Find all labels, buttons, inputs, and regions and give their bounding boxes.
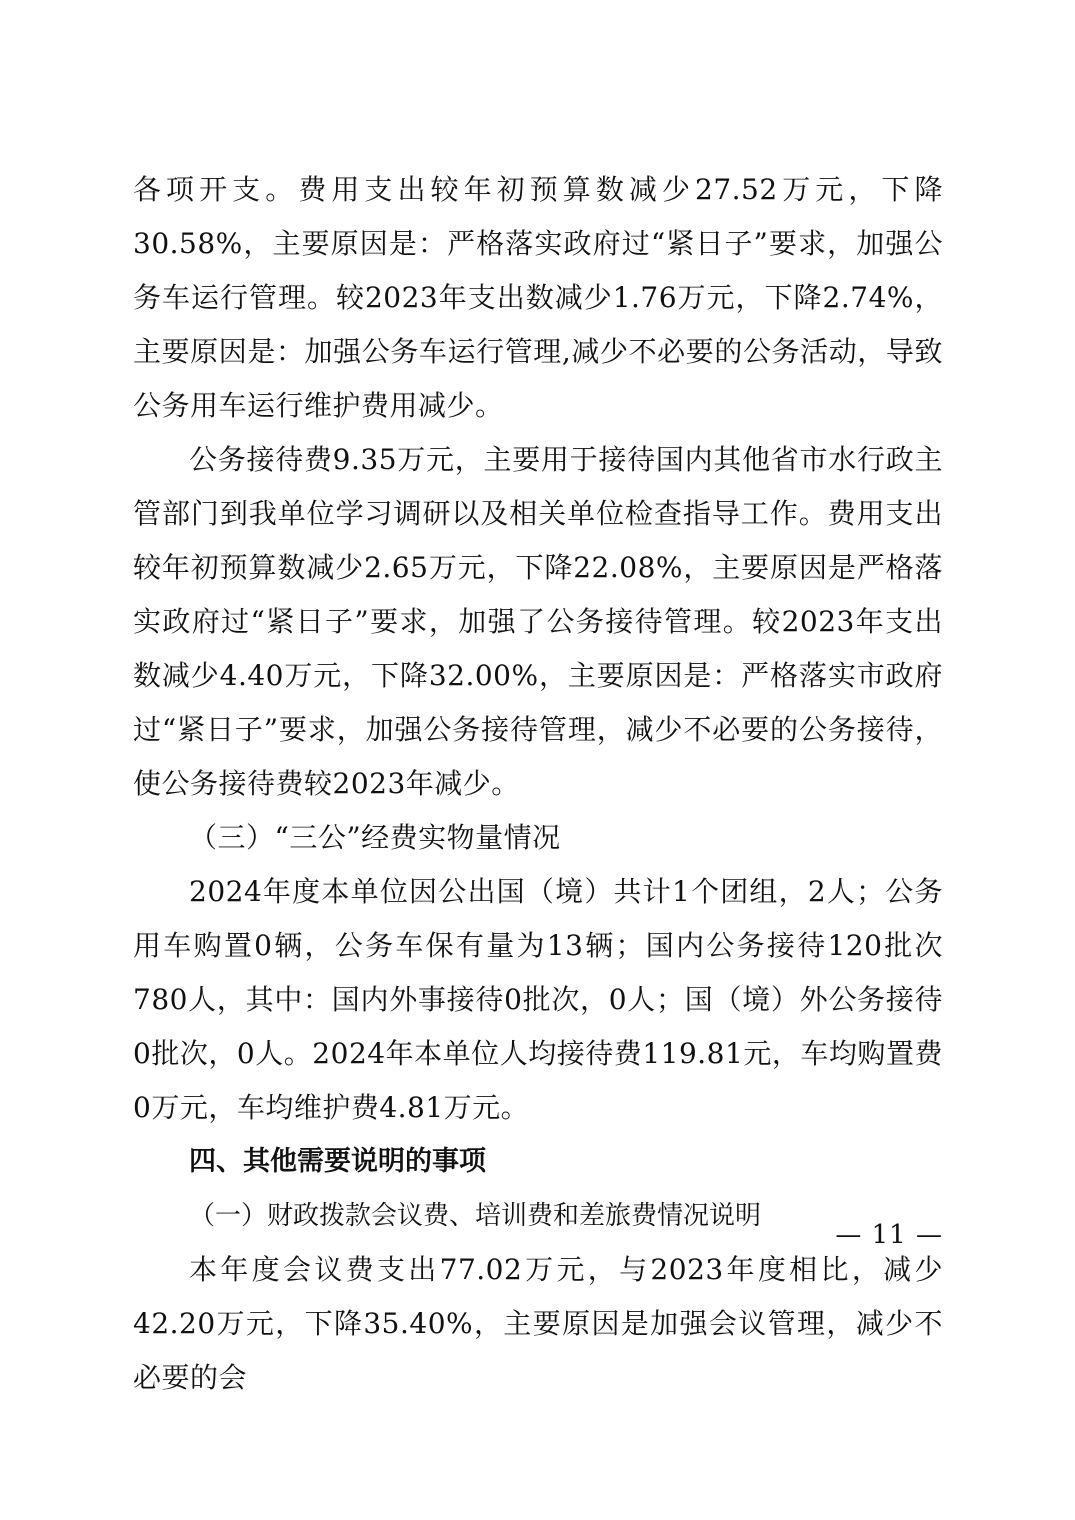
document-page [133,163,943,1405]
paragraph-physical-quantity: 2024年度本单位因公出国（境）共计1个团组，2人；公务用车购置0辆，公务车保有量为13辆；国内公务接待120批次780人，其中：国内外事接待0批次，0人；国（境）外公务接待0批次，0人。2024年本单位人均接待费119.81元，车均购置费0万元，车均维护费4.81万元。 [133,875,943,1124]
section-heading-meeting-training-travel: （一）财政拨款会议费、培训费和差旅费情况说明 [189,1201,762,1231]
section-heading-other-matters: 四、其他需要说明的事项 [189,1146,486,1177]
paragraph-reception-expense: 公务接待费9.35万元，主要用于接待国内其他省市水行政主管部门到我单位学习调研以及相关单位检查指导工作。费用支出较年初预算数减少2.65万元，下降22.08%，主要原因是严格落实政府过“紧日子”要求，加强了公务接待管理。较2023年支出数减少4.40万元，下降32.00%，主要原因是：严格落实市政府过“紧日子”要求，加强公务接待管理，减少不必要的公务接待，使公务接待费较2023年减少。 [133,443,943,800]
section-heading-physical-quantity: （三）“三公”经费实物量情况 [189,821,561,854]
paragraph-vehicle-expense: 各项开支。费用支出较年初预算数减少27.52万元，下降30.58%，主要原因是：严格落实政府过“紧日子”要求，加强公务车运行管理。较2023年支出数减少1.76万元，下降2.74%，主要原因是：加强公务车运行管理,减少不必要的公务活动，导致公务用车运行维护费用减少。 [133,173,943,422]
paragraph-meeting-expense: 本年度会议费支出77.02万元，与2023年度相比，减少42.20万元，下降35.40%，主要原因是加强会议管理，减少不必要的会 [133,1253,943,1394]
page-number: — 11 — [835,1220,943,1250]
